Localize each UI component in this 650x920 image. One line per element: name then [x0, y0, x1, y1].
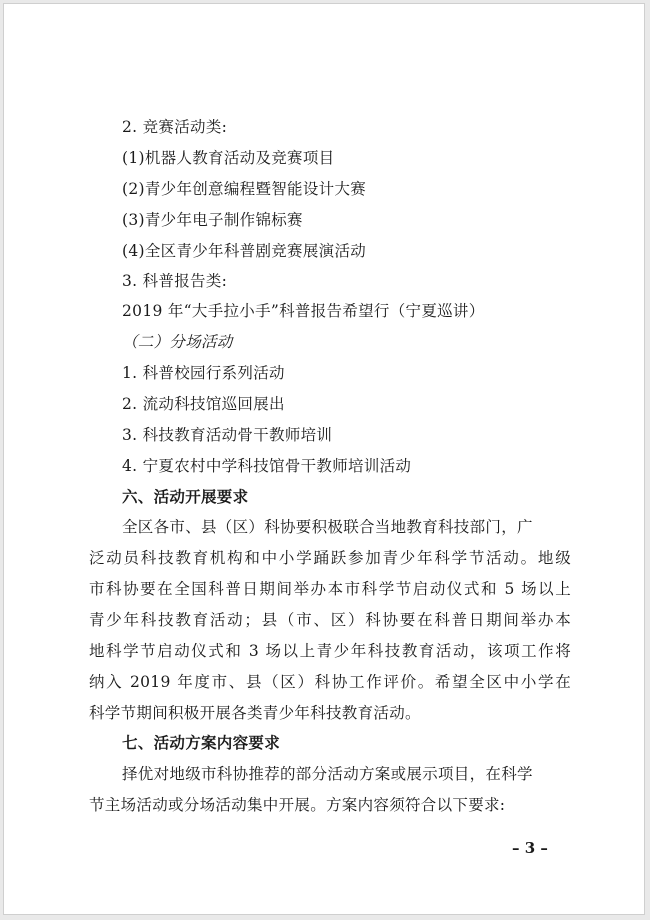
report-heading: 3. 科普报告类: [122, 272, 228, 290]
competition-heading: 2. 竞赛活动类: [122, 118, 228, 136]
paragraph-line: 纳入 2019 年度市、县（区）科协工作评价。希望全区中小学在 [89, 673, 571, 691]
list-item: 3. 科技教育活动骨干教师培训 [122, 426, 333, 444]
list-item: (4)全区青少年科普剧竞赛展演活动 [122, 242, 367, 260]
paragraph-line: 市科协要在全国科普日期间举办本市科学节启动仪式和 5 场以上 [89, 580, 571, 598]
list-item: (1)机器人教育活动及竞赛项目 [122, 149, 335, 167]
list-item: (3)青少年电子制作锦标赛 [122, 211, 303, 229]
list-item: (2)青少年创意编程暨智能设计大赛 [122, 180, 367, 198]
section-heading: 七、活动方案内容要求 [122, 733, 281, 752]
paragraph-line: 全区各市、县（区）科协要积极联合当地教育科技部门，广 [122, 518, 533, 536]
paragraph-line: 地科学节启动仪式和 3 场以上青少年科技教育活动，该项工作将 [89, 642, 571, 660]
list-item: 1. 科普校园行系列活动 [122, 364, 285, 382]
document-page [3, 3, 645, 915]
section-heading: 六、活动开展要求 [122, 487, 249, 506]
paragraph-line: 节主场活动或分场活动集中开展。方案内容须符合以下要求: [89, 796, 506, 814]
paragraph-line: 科学节期间积极开展各类青少年科技教育活动。 [89, 704, 421, 722]
sub-section-heading: （二）分场活动 [122, 333, 233, 351]
paragraph-line: 泛动员科技教育机构和中小学踊跃参加青少年科学节活动。地级 [89, 549, 571, 567]
paragraph-line: 择优对地级市科协推荐的部分活动方案或展示项目，在科学 [122, 765, 533, 783]
list-item: 4. 宁夏农村中学科技馆骨干教师培训活动 [122, 457, 412, 475]
list-item: 2. 流动科技馆巡回展出 [122, 395, 285, 413]
list-item: 2019 年“大手拉小手”科普报告希望行（宁夏巡讲） [122, 302, 485, 320]
paragraph-line: 青少年科技教育活动；县（市、区）科协要在科普日期间举办本 [89, 611, 571, 629]
page-number: – 3 – [512, 839, 548, 857]
